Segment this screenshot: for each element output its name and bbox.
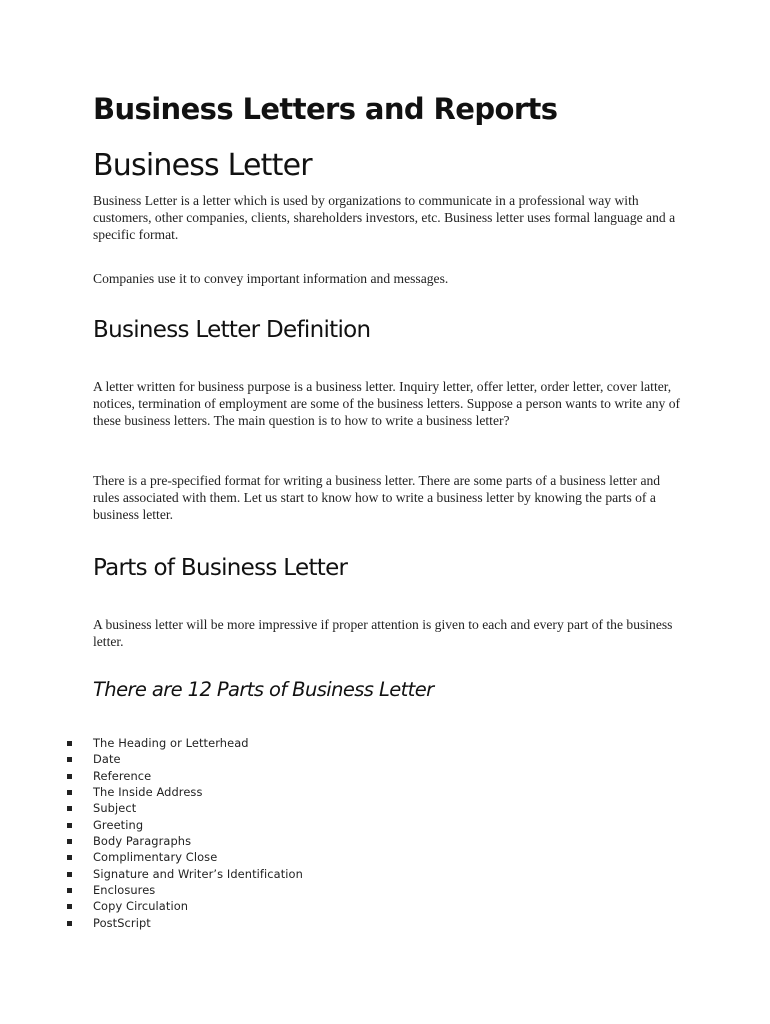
- list-item: [67, 915, 303, 931]
- paragraph-impressive: A business letter will be more impressive if proper attention is given to each and every part of the business letter.: [93, 617, 673, 649]
- section-heading-definition: Business Letter Definition: [93, 317, 371, 343]
- list-item: [67, 849, 303, 865]
- section-heading-business-letter: Business Letter: [93, 148, 312, 183]
- list-item-label: PostScript: [93, 915, 151, 930]
- square-bullet-icon: [67, 855, 72, 860]
- list-item: [67, 768, 303, 784]
- list-item-label: Reference: [93, 768, 152, 783]
- square-bullet-icon: [67, 839, 72, 844]
- paragraph-definition: A letter written for business purpose is a business letter. Inquiry letter, offer letter, order letter, cover latter, notices, termination of employment are some of the business letters. Suppose a person wants to write any of these business letters. The main question is to how to write a business letter?: [93, 379, 681, 428]
- list-item: [67, 751, 303, 767]
- list-item: [67, 735, 303, 751]
- list-item-label: Complimentary Close: [93, 850, 218, 865]
- square-bullet-icon: [67, 774, 72, 779]
- list-item-label: The Heading or Letterhead: [93, 736, 249, 750]
- list-item-label: Copy Circulation: [93, 899, 189, 914]
- document-title: Business Letters and Reports: [93, 92, 558, 126]
- list-item-label: Subject: [93, 801, 137, 816]
- paragraph-format: There is a pre-specified format for writing a business letter. There are some parts of a business letter and rules associated with them. Let us start to know how to write a business letter by knowing the parts of a business letter.: [93, 473, 661, 522]
- list-item: [67, 833, 303, 849]
- square-bullet-icon: [67, 741, 72, 746]
- section-heading-parts: Parts of Business Letter: [93, 555, 348, 581]
- list-item-label: Body Paragraphs: [93, 834, 192, 849]
- list-item: [67, 817, 303, 833]
- paragraph-business-letter-intro: Business Letter is a letter which is used by organizations to communicate in a professional way with customers, other companies, clients, shareholders investors, etc. Business letter uses formal language and a specific format.: [93, 193, 676, 242]
- list-item: [67, 866, 303, 882]
- square-bullet-icon: [67, 823, 72, 828]
- list-item-label: Signature and Writer’s Identification: [93, 866, 303, 881]
- square-bullet-icon: [67, 757, 72, 762]
- list-item: [67, 898, 303, 914]
- parts-list: [67, 735, 303, 931]
- list-item: [67, 784, 303, 800]
- list-item-label: Enclosures: [93, 883, 156, 898]
- list-item-label: Date: [93, 752, 121, 767]
- list-item: [67, 800, 303, 816]
- square-bullet-icon: [67, 790, 72, 795]
- square-bullet-icon: [67, 888, 72, 893]
- square-bullet-icon: [67, 904, 72, 909]
- square-bullet-icon: [67, 806, 72, 811]
- paragraph-companies-use: Companies use it to convey important information and messages.: [93, 271, 449, 286]
- section-heading-twelve-parts: There are 12 Parts of Business Letter: [93, 678, 434, 701]
- list-item-label: The Inside Address: [93, 785, 203, 800]
- list-item: [67, 882, 303, 898]
- list-item-label: Greeting: [93, 817, 144, 832]
- square-bullet-icon: [67, 872, 72, 877]
- square-bullet-icon: [67, 921, 72, 926]
